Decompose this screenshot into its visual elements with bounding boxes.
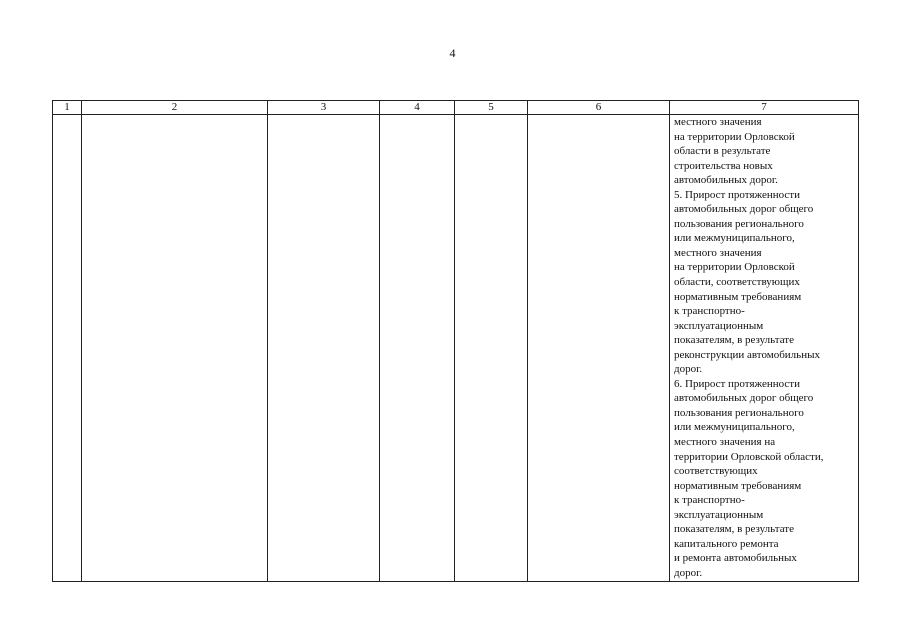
table-row [53,115,859,582]
column-7-text-line: местного значения [674,246,762,259]
column-header-1: 1 [53,101,82,115]
column-header-3: 3 [268,101,380,115]
table-cell-col-5 [455,115,528,582]
page-number: 4 [449,46,456,60]
column-header-4: 4 [380,101,455,115]
column-header-5: 5 [455,101,528,115]
column-7-text-line: области, соответствующих [674,276,800,289]
data-table [52,100,859,582]
column-7-text-line: автомобильных дорог общего [674,203,814,216]
table-header-row [53,101,859,115]
column-header-7: 7 [670,101,859,115]
column-header-2: 2 [82,101,268,115]
column-7-text-line: автомобильных дорог общего [674,392,814,405]
column-7-text-line: 5. Прирост протяженности [674,188,800,201]
column-7-text-line: показателям, в результате [674,334,794,347]
table-cell-col-3 [268,115,380,582]
column-7-text-line: дорог. [674,363,703,376]
column-7-text-line: нормативным требованиям [674,290,802,303]
column-7-text-line: местного значения [674,116,762,128]
column-7-text-line: реконструкции автомобильных [674,348,820,361]
column-7-text-line: эксплуатационным [674,319,764,332]
column-7-text-line: и ремонта автомобильных [674,552,797,565]
table-cell-col-4 [380,115,455,582]
column-7-text-line: строительства новых [674,159,773,172]
table-cell-col-1 [53,115,82,582]
column-7-text-line: 6. Прирост протяженности [674,377,800,390]
column-7-text-line: к транспортно- [674,305,745,318]
column-7-text-line: территории Орловской области, [674,450,824,463]
column-7-text-line: показателям, в результате [674,523,794,536]
column-7-text-line: на территории Орловской [674,261,795,274]
column-7-text-line: капитального ремонта [674,537,779,550]
column-7-text-line: или межмуниципального, [674,232,795,245]
column-7-text-line: области в результате [674,145,771,158]
column-7-text-line: на территории Орловской [674,130,795,143]
column-7-text-line: пользования регионального [674,217,804,230]
column-7-text-line: дорог. [674,566,703,579]
column-7-text-line: местного значения на [674,436,776,449]
table-cell-col-2 [82,115,268,582]
table-cell-col-7 [670,115,859,582]
column-7-text-line: или межмуниципального, [674,421,795,434]
column-7-text-line: нормативным требованиям [674,479,802,492]
column-7-text-line: пользования регионального [674,406,804,419]
column-7-text-line: эксплуатационным [674,508,764,521]
column-7-text-line: соответствующих [674,465,758,478]
table-cell-col-6 [528,115,670,582]
column-7-text-line: автомобильных дорог. [674,174,778,187]
column-7-text-line: к транспортно- [674,494,745,507]
column-header-6: 6 [528,101,670,115]
